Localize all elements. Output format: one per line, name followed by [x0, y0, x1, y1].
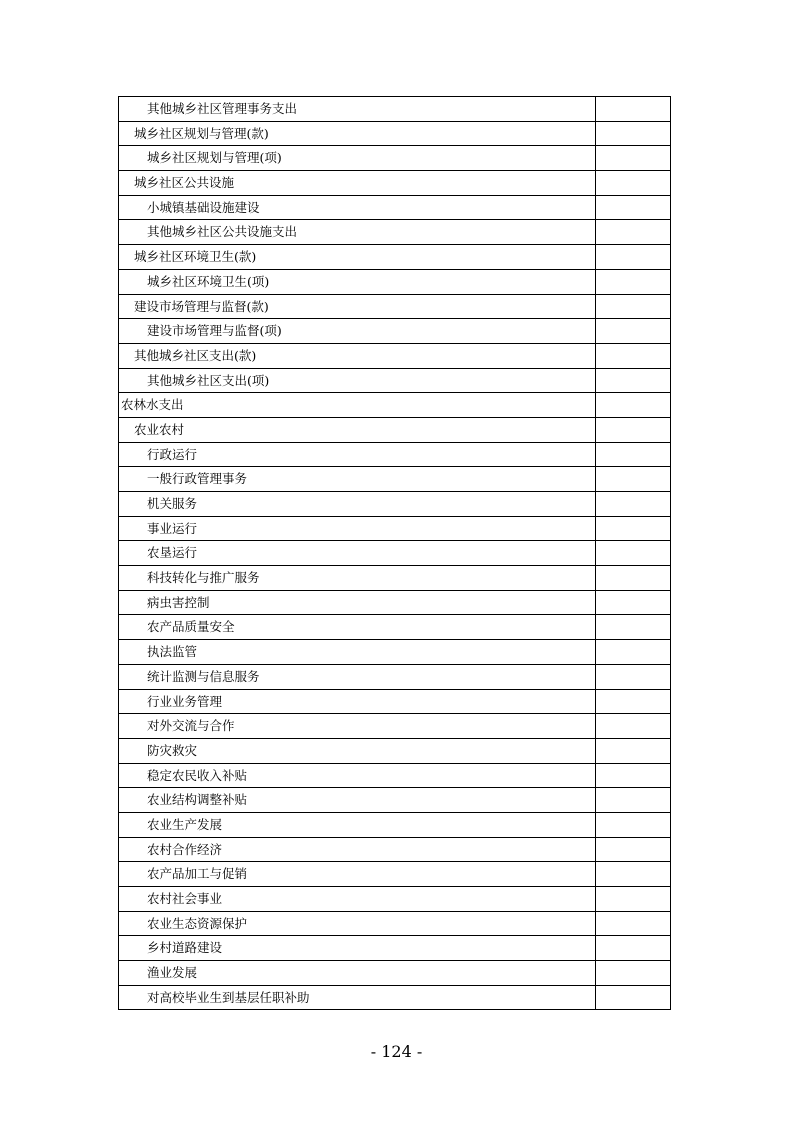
table-row — [119, 344, 670, 369]
table-row — [119, 270, 670, 295]
table-row — [119, 887, 670, 912]
table-row — [119, 467, 670, 492]
row-value — [596, 714, 670, 738]
row-label: 农业生产发展 — [119, 813, 596, 837]
row-label: 病虫害控制 — [119, 591, 596, 615]
table-row — [119, 912, 670, 937]
table-row — [119, 220, 670, 245]
row-value — [596, 912, 670, 936]
row-label: 对高校毕业生到基层任职补助 — [119, 986, 596, 1010]
row-value — [596, 764, 670, 788]
row-value — [596, 245, 670, 269]
row-label: 建设市场管理与监督(项) — [119, 319, 596, 343]
table-row — [119, 541, 670, 566]
table-row — [119, 146, 670, 171]
row-label: 机关服务 — [119, 492, 596, 516]
row-label: 稳定农民收入补贴 — [119, 764, 596, 788]
row-label: 小城镇基础设施建设 — [119, 196, 596, 220]
row-label: 农产品质量安全 — [119, 615, 596, 639]
row-value — [596, 566, 670, 590]
table-row — [119, 640, 670, 665]
row-label: 农村合作经济 — [119, 838, 596, 862]
row-value — [596, 640, 670, 664]
row-value — [596, 418, 670, 442]
table-row — [119, 196, 670, 221]
row-label: 其他城乡社区公共设施支出 — [119, 220, 596, 244]
table-row — [119, 97, 670, 122]
page-number: - 124 - — [370, 1042, 423, 1061]
table-row — [119, 369, 670, 394]
row-value — [596, 986, 670, 1010]
budget-table — [118, 96, 671, 1010]
row-value — [596, 615, 670, 639]
row-value — [596, 171, 670, 195]
row-value — [596, 788, 670, 812]
table-row — [119, 393, 670, 418]
table-row — [119, 171, 670, 196]
row-value — [596, 369, 670, 393]
table-row — [119, 961, 670, 986]
row-label: 农林水支出 — [119, 393, 596, 417]
table-row — [119, 764, 670, 789]
row-label: 农产品加工与促销 — [119, 862, 596, 886]
row-value — [596, 739, 670, 763]
table-row — [119, 295, 670, 320]
row-value — [596, 591, 670, 615]
row-label: 城乡社区环境卫生(项) — [119, 270, 596, 294]
row-label: 城乡社区规划与管理(款) — [119, 122, 596, 146]
row-label: 对外交流与合作 — [119, 714, 596, 738]
row-label: 建设市场管理与监督(款) — [119, 295, 596, 319]
row-value — [596, 467, 670, 491]
row-label: 其他城乡社区支出(项) — [119, 369, 596, 393]
row-value — [596, 690, 670, 714]
table-row — [119, 122, 670, 147]
row-value — [596, 541, 670, 565]
row-value — [596, 295, 670, 319]
row-label: 城乡社区规划与管理(项) — [119, 146, 596, 170]
table-row — [119, 665, 670, 690]
table-row — [119, 418, 670, 443]
row-label: 防灾救灾 — [119, 739, 596, 763]
row-value — [596, 443, 670, 467]
table-row — [119, 986, 670, 1011]
row-value — [596, 196, 670, 220]
row-value — [596, 492, 670, 516]
table-row — [119, 714, 670, 739]
table-row — [119, 788, 670, 813]
table-row — [119, 517, 670, 542]
row-value — [596, 220, 670, 244]
row-label: 一般行政管理事务 — [119, 467, 596, 491]
row-label: 其他城乡社区管理事务支出 — [119, 97, 596, 121]
table-row — [119, 319, 670, 344]
row-value — [596, 517, 670, 541]
row-value — [596, 838, 670, 862]
row-value — [596, 961, 670, 985]
table-row — [119, 813, 670, 838]
table-row — [119, 591, 670, 616]
row-value — [596, 146, 670, 170]
row-value — [596, 813, 670, 837]
row-label: 其他城乡社区支出(款) — [119, 344, 596, 368]
row-label: 乡村道路建设 — [119, 936, 596, 960]
row-value — [596, 344, 670, 368]
row-value — [596, 122, 670, 146]
row-value — [596, 319, 670, 343]
row-label: 统计监测与信息服务 — [119, 665, 596, 689]
row-value — [596, 862, 670, 886]
row-label: 农村社会事业 — [119, 887, 596, 911]
row-value — [596, 393, 670, 417]
table-row — [119, 862, 670, 887]
table-row — [119, 443, 670, 468]
table-row — [119, 838, 670, 863]
table-row — [119, 936, 670, 961]
table-row — [119, 566, 670, 591]
row-label: 渔业发展 — [119, 961, 596, 985]
table-row — [119, 739, 670, 764]
row-label: 农业结构调整补贴 — [119, 788, 596, 812]
row-label: 科技转化与推广服务 — [119, 566, 596, 590]
row-value — [596, 97, 670, 121]
row-value — [596, 665, 670, 689]
row-value — [596, 887, 670, 911]
row-value — [596, 936, 670, 960]
table-row — [119, 690, 670, 715]
row-label: 农垦运行 — [119, 541, 596, 565]
table-row — [119, 492, 670, 517]
row-value — [596, 270, 670, 294]
row-label: 城乡社区环境卫生(款) — [119, 245, 596, 269]
row-label: 城乡社区公共设施 — [119, 171, 596, 195]
row-label: 执法监管 — [119, 640, 596, 664]
row-label: 行政运行 — [119, 443, 596, 467]
table-row — [119, 245, 670, 270]
row-label: 行业业务管理 — [119, 690, 596, 714]
row-label: 农业生态资源保护 — [119, 912, 596, 936]
row-label: 事业运行 — [119, 517, 596, 541]
row-label: 农业农村 — [119, 418, 596, 442]
table-row — [119, 615, 670, 640]
